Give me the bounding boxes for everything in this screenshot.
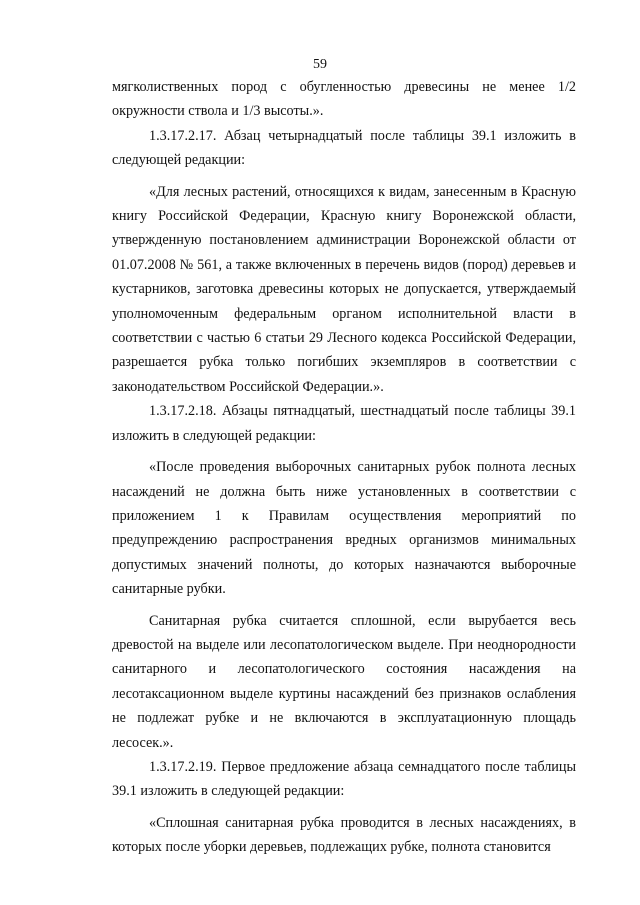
- paragraph-clause-19: 1.3.17.2.19. Первое предложение абзаца семнадцатого после таблицы 39.1 изложить в следующей редакции:: [112, 758, 576, 800]
- paragraph-clear-cut: Санитарная рубка считается сплошной, если вырубается весь древостой на выделе или лесопатологическом выделе. При неоднородности санитарного и лесопатологического состояния насаждения на лесотаксационном выделе куртины насаждений без признаков ослабления не подлежат рубке и не включаются в эксплуатационную площадь лесосек.».: [112, 612, 576, 751]
- page-number: 59: [313, 57, 327, 72]
- paragraph-red-book-quote: «Для лесных растений, относящихся к видам, занесенным в Красную книгу Российской Федерации, Красную книгу Воронежской области, утвержденную постановлением администрации Воронежской области от 01.07.2008 № 561, а также включенных в перечень видов (пород) деревьев и кустарников, заготовка древесины которых не допускается, утверждаемый уполномоченным федеральным органом исполнительной власти в соответствии с частью 6 статьи 29 Лесного кодекса Российской Федерации, разрешается рубка только погибших экземпляров в соответствии с законодательством Российской Федерации.».: [112, 183, 576, 395]
- paragraph-clause-17: 1.3.17.2.17. Абзац четырнадцатый после таблицы 39.1 изложить в следующей редакции:: [112, 127, 576, 169]
- paragraph-sanitary-quote: «После проведения выборочных санитарных рубок полнота лесных насаждений не должна быть ниже установленных в соответствии с приложением 1 к Правилам осуществления мероприятий по предупреждению распространения вредных организмов минимальных допустимых значений полноты, до которых назначаются выборочные санитарные рубки.: [112, 459, 576, 598]
- paragraph-continuation: мягколиственных пород с обугленностью древесины не менее 1/2 окружности ствола и 1/3 высоты.».: [112, 79, 576, 120]
- paragraph-clause-18: 1.3.17.2.18. Абзацы пятнадцатый, шестнадцатый после таблицы 39.1 изложить в следующей редакции:: [112, 403, 576, 444]
- document-body: [112, 75, 576, 860]
- paragraph-clear-cut-quote: «Сплошная санитарная рубка проводится в лесных насаждениях, в которых после уборки деревьев, подлежащих рубке, полнота становится: [112, 814, 576, 856]
